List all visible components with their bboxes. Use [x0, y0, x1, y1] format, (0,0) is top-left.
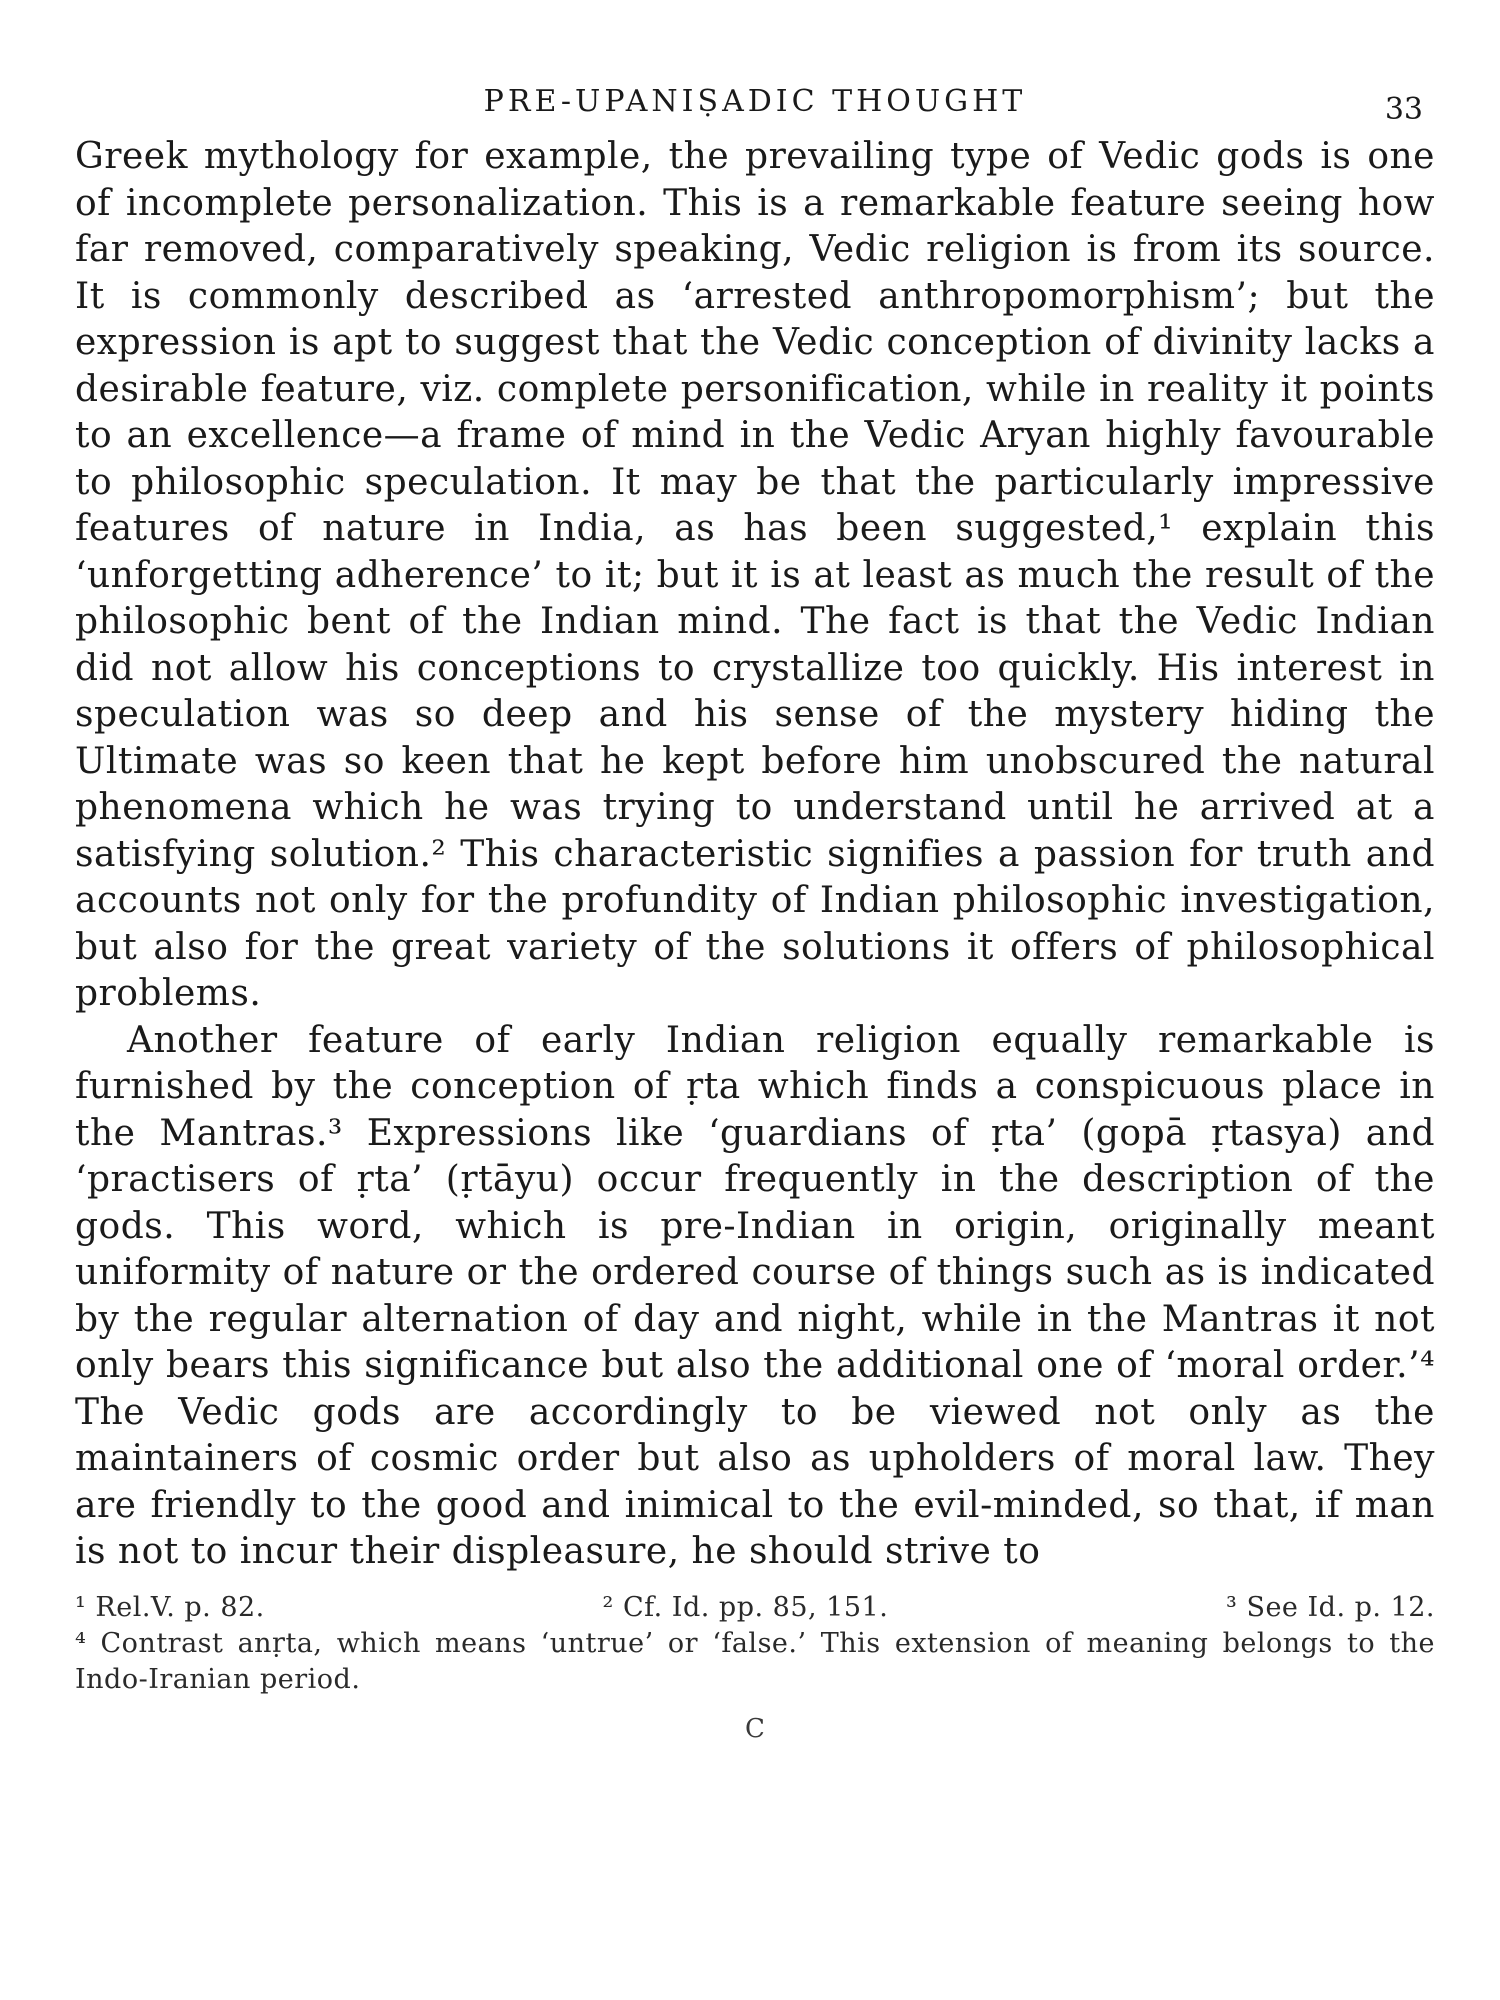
signature-mark: C [745, 1713, 765, 1744]
body-text [75, 134, 1435, 1576]
footnote-4: ⁴ Contrast anṛta, which means ‘untrue’ or ‘false.’ This extension of meaning belongs to the Indo-Iranian period. [75, 1627, 1435, 1695]
running-title: PRE-UPANIṢADIC THOUGHT [483, 84, 1027, 119]
page [75, 78, 1435, 1744]
paragraph-1: Greek mythology for example, the prevailing type of Vedic gods is one of incomplete personalization. This is a remarkable feature seeing how far removed, comparatively speaking, Vedic religion is from its source. It is commonly described as ‘arrested anthropomorphism’; but the expression is apt to suggest that the Vedic conception of divinity lacks a desirable feature, viz. complete personification, while in reality it points to an excellence—a frame of mind in the Vedic Aryan highly favourable to philosophic speculation. It may be that the particularly impressive features of nature in India, as has been suggested,¹ explain this ‘unforgetting adherence’ to it; but it is at least as much the result of the philosophic bent of the Indian mind. The fact is that the Vedic Indian did not allow his conceptions to crystallize too quickly. His interest in speculation was so deep and his sense of the mystery hiding the Ultimate was so keen that he kept before him unobscured the natural phenomena which he was trying to understand until he arrived at a satisfying solution.² This characteristic signifies a passion for truth and accounts not only for the profundity of Indian philosophic investigation, but also for the great variety of the solutions it offers of philosophical problems. [75, 136, 1435, 1014]
paragraph-2: Another feature of early Indian religion equally remarkable is furnished by the conception of ṛta which finds a conspicuous place in the Mantras.³ Expressions like ‘guardians of ṛta’ (gopā ṛtasya) and ‘practisers of ṛta’ (ṛtāyu) occur frequently in the description of the gods. This word, which is pre-Indian in origin, originally meant uniformity of nature or the ordered course of things such as is indicated by the regular alternation of day and night, while in the Mantras it not only bears this significance but also the additional one of ‘moral order.’⁴ The Vedic gods are accordingly to be viewed not only as the maintainers of cosmic order but also as upholders of moral law. They are friendly to the good and inimical to the evil-minded, so that, if man is not to incur their displeasure, he should strive to [75, 1019, 1435, 1572]
footnote-row [75, 1590, 1435, 1626]
footnote-1: ¹ Rel.V. p. 82. [75, 1591, 265, 1623]
footnotes [75, 1590, 1435, 1698]
footnote-3: ³ See Id. p. 12. [1226, 1591, 1435, 1623]
footnote-2: ² Cf. Id. pp. 85, 151. [602, 1591, 889, 1623]
page-number: 33 [1384, 92, 1423, 127]
running-head [75, 78, 1435, 128]
